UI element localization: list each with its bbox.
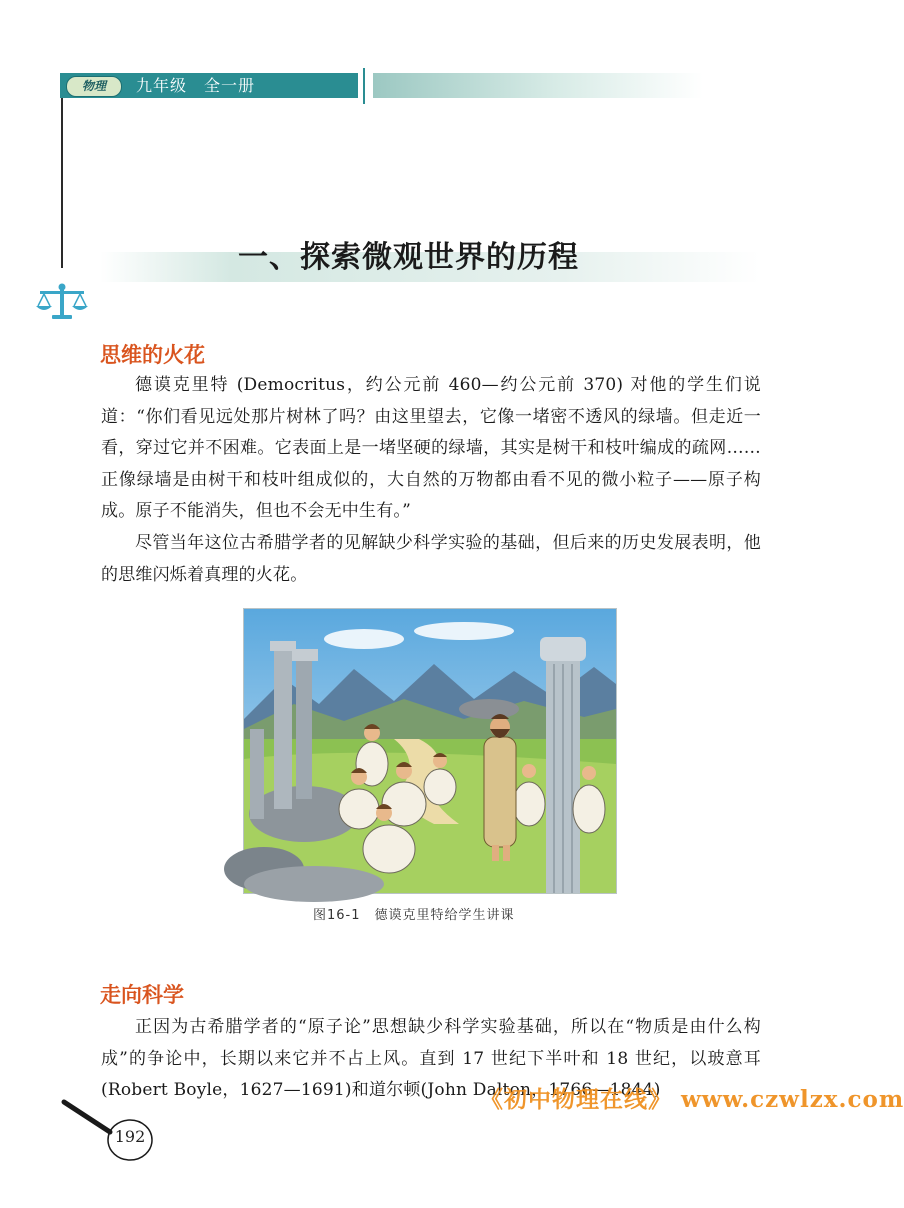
chapter-title: 一、探索微观世界的历程 bbox=[238, 240, 579, 275]
page-number: 192 bbox=[114, 1127, 146, 1146]
header-divider bbox=[363, 68, 365, 104]
paragraph: 尽管当年这位古希腊学者的见解缺少科学实验的基础，但后来的历史发展表明，他的思维闪烁着真理的火花。 bbox=[101, 533, 761, 585]
lecture-illustration bbox=[244, 609, 616, 893]
subject-badge: 物理 bbox=[66, 76, 122, 97]
book-title: 九年级 全一册 bbox=[136, 76, 256, 95]
section-heading-toward-science: 走向科学 bbox=[100, 983, 184, 1007]
watermark: 《初中物理在线》 www.czwlzx.com bbox=[480, 1086, 904, 1113]
section-heading-spark: 思维的火花 bbox=[100, 343, 205, 367]
illustration-democritus-lecture bbox=[243, 608, 617, 894]
header-gradient-bar bbox=[373, 73, 703, 98]
left-margin-rule bbox=[61, 98, 63, 268]
paragraph: 正因为古希腊学者的“原子论”思想缺少科学实验基础，所以在“物质是由什么构成”的争论中，长期以来它并不占上风。直到 17 世纪下半叶和 18 世纪，以玻意耳(Robert Boyle，1627—1691)和道尔顿(John Dalton，1766—1844) bbox=[101, 1017, 761, 1100]
balance-scale-icon bbox=[34, 282, 90, 322]
figure-caption: 图16-1 德谟克里特给学生讲课 bbox=[313, 908, 515, 923]
paragraph: 德谟克里特 (Democritus，约公元前 460—约公元前 370) 对他的学生们说道：“你们看见远处那片树林了吗？由这里望去，它像一堵密不透风的绿墙。但走近一看，穿过它并不困难。它表面上是一堵坚硬的绿墙，其实是树干和枝叶编成的疏网……正像绿墙是由树干和枝叶组成似的，大自然的万物都由看不见的微小粒子——原子构成。原子不能消失，但也不会无中生有。” bbox=[101, 375, 761, 521]
